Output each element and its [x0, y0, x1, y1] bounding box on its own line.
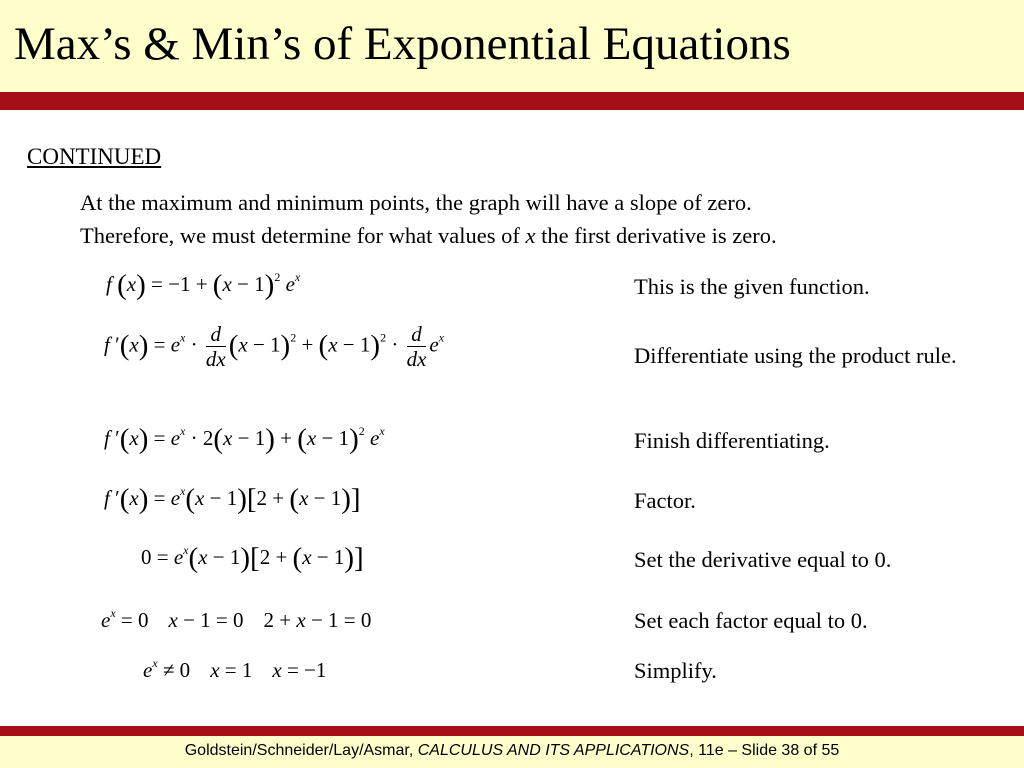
step-description-2: Differentiate using the product rule. — [634, 343, 957, 368]
footer-divider — [0, 726, 1024, 736]
footer-authors: Goldstein/Schneider/Lay/Asmar, — [184, 742, 418, 759]
intro-line-1: At the maximum and minimum points, the graph will have a slope of zero. — [80, 190, 752, 215]
step-description-7: Simplify. — [634, 658, 717, 683]
footer-book-title: CALCULUS AND ITS APPLICATIONS — [417, 742, 690, 759]
step-description-4: Factor. — [634, 488, 696, 513]
intro-text — [80, 186, 990, 252]
footer-slide-info: , 11e – Slide 38 of 55 — [689, 742, 840, 759]
equation-given-function: f $(x) = -1 + (x - 1)^2$ $e^x$ — [106, 269, 301, 301]
title-divider — [0, 92, 1024, 110]
equation-product-rule: f $'(x) = e^x$ · $\frac{d}{dx}$ $(x - 1)^2 + (x - 1)^2$ · $\frac{d}{dx}$ $e^x$ — [104, 322, 445, 371]
step-description-3: Finish differentiating. — [634, 428, 830, 453]
intro-line-2-variable: x — [525, 223, 536, 248]
equation-finish-differentiating: f $'(x) = e^x \cdot 2(x - 1) + (x - 1)^2$ $e^x$ — [104, 423, 385, 455]
section-heading: CONTINUED — [27, 144, 162, 169]
equation-simplify: $e^x \ne 0$ x = 1 x = −1 — [143, 656, 327, 682]
slide-title: Max’s & Min’s of Exponential Equations — [14, 18, 791, 70]
slide-footer — [0, 742, 1024, 760]
step-description-1: This is the given function. — [634, 274, 870, 299]
step-description-6: Set each factor equal to 0. — [634, 608, 868, 633]
intro-line-2-before: Therefore, we must determine for what values of — [80, 223, 526, 248]
equation-factor: f $'(x) = e^x(x - 1)[2 + (x - 1)]$ — [104, 483, 361, 515]
step-description-5: Set the derivative equal to 0. — [634, 547, 892, 572]
intro-line-2-after: the first derivative is zero. — [535, 223, 777, 248]
equation-each-factor: $e^x = 0$ x − 1 = 0 2 + x − 1 = 0 — [101, 606, 372, 632]
equation-set-zero: $0 = e^x(x - 1)[2 + (x - 1)]$ — [141, 542, 364, 574]
